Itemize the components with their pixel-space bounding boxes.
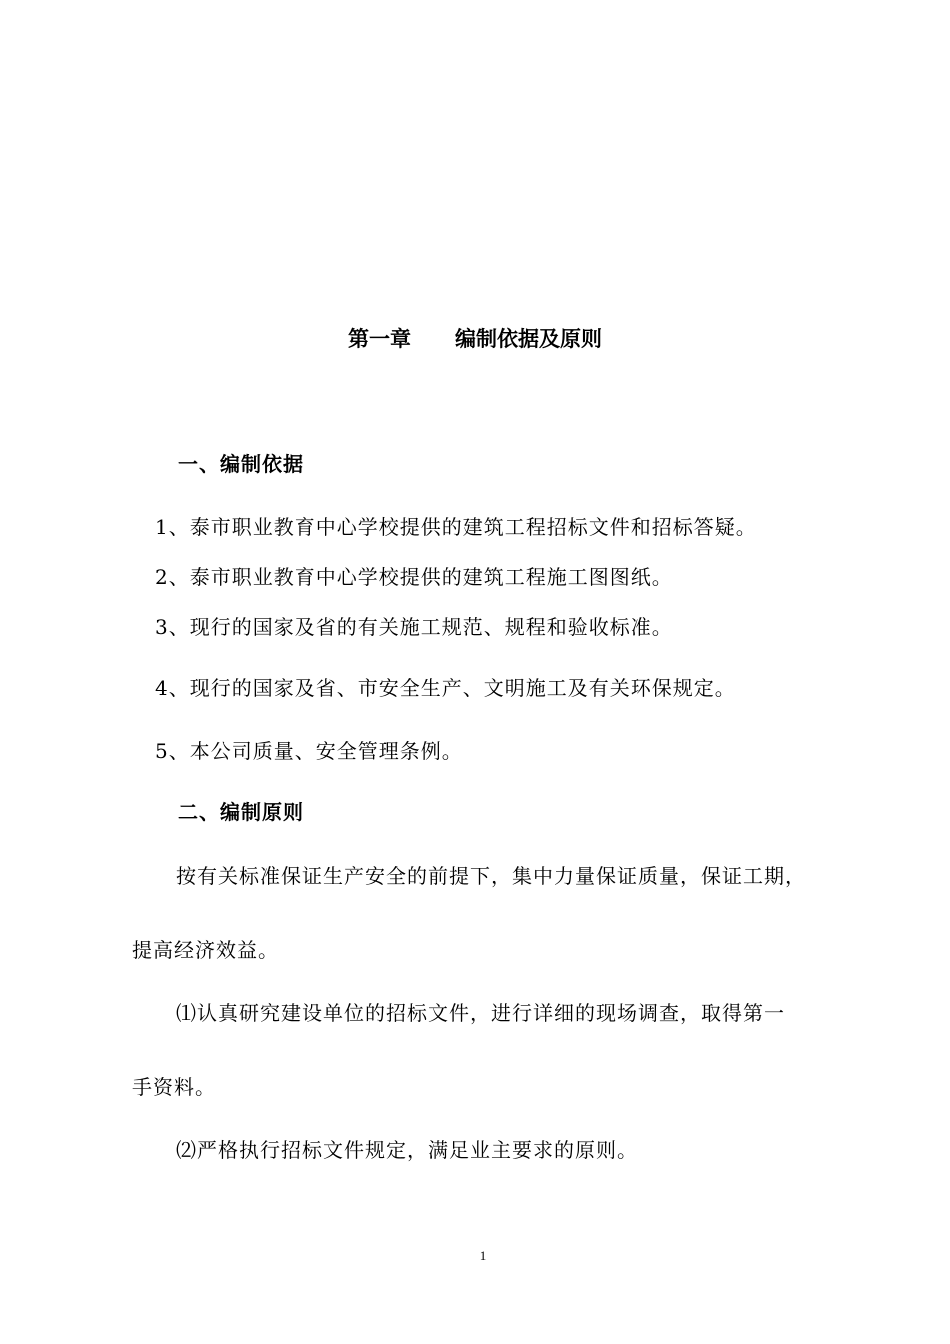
principle-point-1-line1: ⑴认真研究建设单位的招标文件，进行详细的现场调查，取得第一: [176, 1001, 785, 1025]
principle-point-2: ⑵严格执行招标文件规定，满足业主要求的原则。: [176, 1138, 638, 1162]
basis-item-4: 4、现行的国家及省、市安全生产、文明施工及有关环保规定。: [155, 676, 736, 700]
basis-item-2: 2、泰市职业教育中心学校提供的建筑工程施工图图纸。: [155, 565, 673, 589]
chapter-title: [348, 326, 602, 352]
section-heading-principles: 二、编制原则: [178, 800, 304, 824]
page-number: 1: [479, 1248, 487, 1263]
basis-item-1: 1、泰市职业教育中心学校提供的建筑工程招标文件和招标答疑。: [155, 515, 757, 539]
principle-paragraph-line1: 按有关标准保证生产安全的前提下，集中力量保证质量，保证工期，: [176, 864, 806, 888]
chapter-number: 第一章: [348, 327, 411, 351]
principle-point-1-line2: 手资料。: [132, 1075, 216, 1099]
basis-item-3: 3、现行的国家及省的有关施工规范、规程和验收标准。: [155, 615, 673, 639]
chapter-name: 编制依据及原则: [455, 327, 602, 351]
principle-paragraph-line2: 提高经济效益。: [132, 938, 279, 962]
basis-item-5: 5、本公司质量、安全管理条例。: [155, 739, 463, 763]
section-heading-basis: 一、编制依据: [178, 452, 304, 476]
